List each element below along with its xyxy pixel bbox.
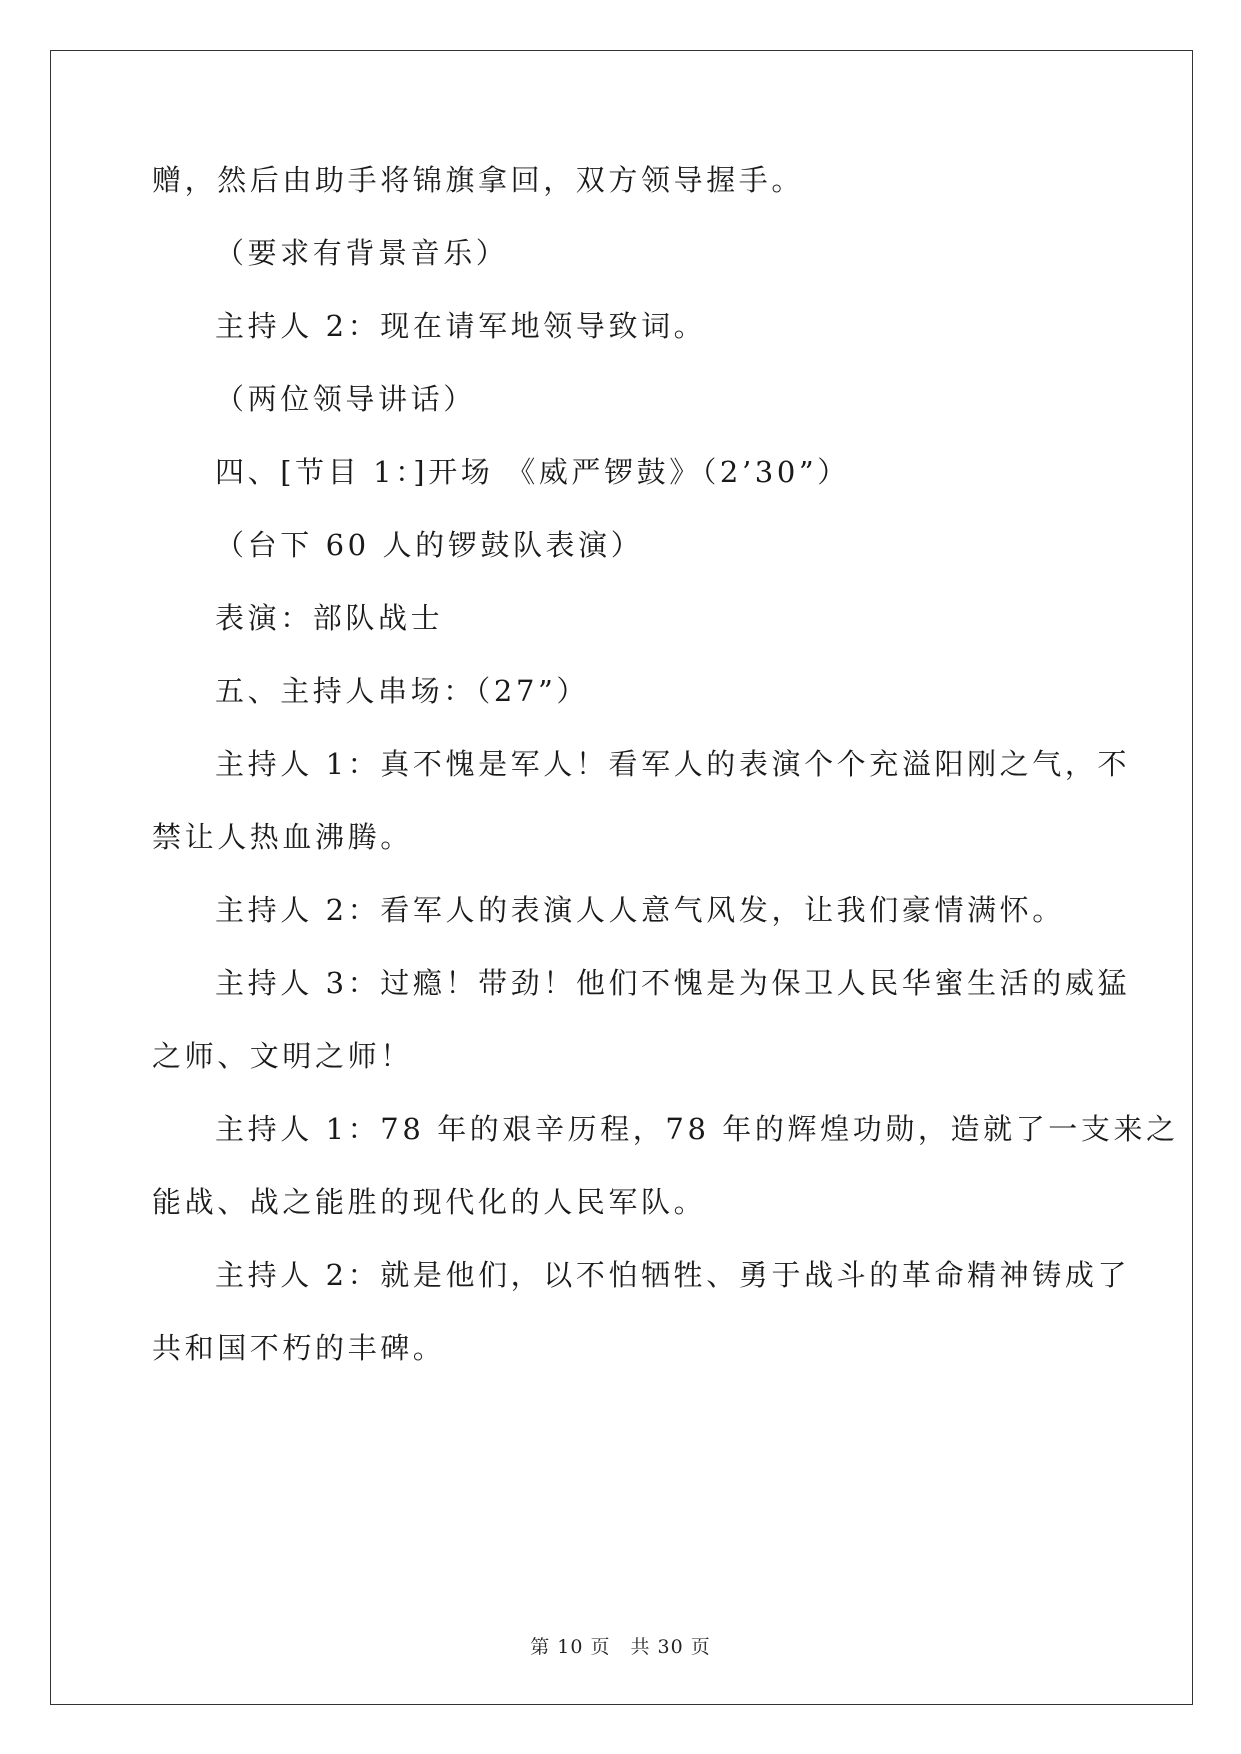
text-line: 主持人 2：看军人的表演人人意气风发，让我们豪情满怀。 [215,893,1065,927]
page-border [50,50,1193,1705]
text-line: 赠，然后由助手将锦旗拿回，双方领导握手。 [152,163,805,197]
text-line: 共和国不朽的丰碑。 [152,1331,446,1365]
text-line: （要求有背景音乐） [215,236,509,270]
text-line: （台下 60 人的锣鼓队表演） [215,528,644,562]
text-line: 五、主持人串场：（27”） [215,674,590,708]
text-line: （两位领导讲话） [215,382,476,416]
text-line: 之师、文明之师！ [152,1039,413,1073]
text-line: 主持人 2：现在请军地领导致词。 [215,309,707,343]
page-footer: 第 10 页 共 30 页 [530,1636,711,1658]
text-line: 表演：部队战士 [215,601,444,635]
text-line: 主持人 1：78 年的艰辛历程，78 年的辉煌功勋，造就了一支来之 [215,1112,1179,1146]
text-line: 主持人 3：过瘾！带劲！他们不愧是为保卫人民华蜜生活的威猛 [215,966,1131,1000]
text-line: 四、[节目 1：]开场 《威严锣鼓》（2’30”） [215,455,850,489]
text-line: 主持人 1：真不愧是军人！看军人的表演个个充溢阳刚之气，不 [215,747,1131,781]
text-line: 禁让人热血沸腾。 [152,820,413,854]
text-line: 主持人 2：就是他们，以不怕牺牲、勇于战斗的革命精神铸成了 [215,1258,1131,1292]
text-line: 能战、战之能胜的现代化的人民军队。 [152,1185,707,1219]
